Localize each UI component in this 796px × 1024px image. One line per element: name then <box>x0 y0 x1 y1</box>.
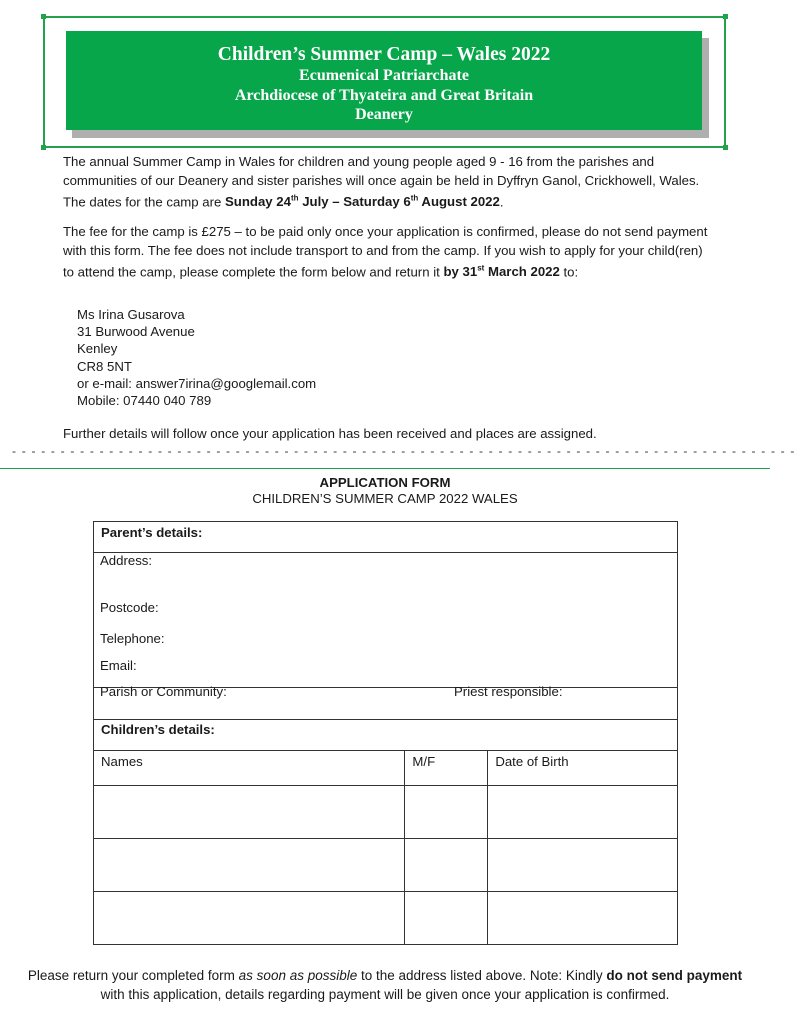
children-details-label: Children’s details: <box>101 722 215 737</box>
parent-contact-cell[interactable] <box>94 553 678 688</box>
parent-details-header <box>94 522 678 553</box>
date-end: July – Saturday 6 <box>298 194 411 210</box>
parish-label: Parish or Community: <box>100 684 227 699</box>
banner-subtitle-3: Deanery <box>355 106 413 123</box>
intro-paragraph-1 <box>63 153 713 212</box>
fee-text: The fee for the camp is £275 – to be paid only once your application is confirmed, please do not send payment with this form. The fee does not include transport to and from the camp. If you wish to apply for your child(ren) to attend the camp, please complete the form below and return it <box>63 224 708 280</box>
ordinal-suffix: th <box>410 194 419 203</box>
child-name-cell[interactable] <box>94 839 405 892</box>
address-postcode: CR8 5NT <box>77 358 132 374</box>
frame-corner-dot <box>41 145 46 150</box>
child-dob-cell[interactable] <box>488 839 678 892</box>
footer-warning: do not send payment <box>606 968 743 983</box>
parent-details-label: Parent’s details: <box>101 525 203 540</box>
frame-corner-dot <box>723 145 728 150</box>
child-mf-cell[interactable] <box>405 786 488 839</box>
postcode-label: Postcode: <box>100 600 159 615</box>
col-dob-label: Date of Birth <box>495 754 569 769</box>
form-subtitle: CHILDREN’S SUMMER CAMP 2022 WALES <box>252 491 518 506</box>
fee-text-end: to: <box>559 264 579 280</box>
date-start: Sunday 24 <box>225 194 291 210</box>
intro-text-end: . <box>499 194 504 210</box>
address-name: Ms Irina Gusarova <box>77 307 185 322</box>
header-banner <box>66 31 702 130</box>
address-mobile: Mobile: 07440 040 789 <box>77 393 212 409</box>
priest-label: Priest responsible: <box>454 684 563 699</box>
cut-line: - - - - - - - - - - - - - - - - - - - - - - - - - - - - - - - - - - - - - - - - - - - - - - - - - - - - - - - - - - - - - - - - - - - - - - - - - - - - - - - - - <box>12 444 796 458</box>
footer-text: to the address listed above. Note: Kindly <box>357 968 607 983</box>
deadline <box>443 264 559 279</box>
footer-text: Please return your completed form <box>27 968 239 983</box>
telephone-label: Telephone: <box>100 631 165 646</box>
child-name-cell[interactable] <box>94 892 405 945</box>
col-header-dob <box>488 751 678 786</box>
further-details: Further details will follow once your application has been received and places are assigned. <box>63 426 597 441</box>
application-form-table <box>93 521 678 945</box>
email-label: Email: <box>100 658 137 673</box>
address-street: 31 Burwood Avenue <box>77 324 195 340</box>
child-name-cell[interactable] <box>94 786 405 839</box>
frame-corner-dot <box>723 14 728 19</box>
col-header-names <box>94 751 405 786</box>
intro-text: The annual Summer Camp in Wales for children and young people aged 9 - 16 from the parishes and communities of our Deanery and sister parishes will once again be held in Dyffryn Ganol, Crickhowell, Wales. The dates for the camp are <box>63 154 700 210</box>
child-mf-cell[interactable] <box>405 839 488 892</box>
date-end-month: August 2022 <box>418 194 500 210</box>
child-mf-cell[interactable] <box>405 892 488 945</box>
page-title: Children’s Summer Camp – Wales 2022 <box>217 44 551 65</box>
deadline-month: March 2022 <box>484 264 560 280</box>
col-mf-label: M/F <box>412 754 436 769</box>
address-email: or e-mail: answer7irina@googlemail.com <box>77 375 317 391</box>
address-town: Kenley <box>77 341 118 357</box>
children-details-header <box>94 720 678 751</box>
divider <box>0 468 770 469</box>
footer-note <box>20 966 750 1004</box>
banner-subtitle-2: Archdiocese of Thyateira and Great Britain <box>234 86 534 104</box>
child-dob-cell[interactable] <box>488 892 678 945</box>
banner-subtitle-1: Ecumenical Patriarchate <box>299 67 469 84</box>
return-address <box>77 306 316 409</box>
child-dob-cell[interactable] <box>488 786 678 839</box>
col-header-mf <box>405 751 488 786</box>
ordinal-suffix: st <box>477 264 485 273</box>
address-label: Address: <box>100 553 153 568</box>
deadline-day: by 31 <box>443 264 478 280</box>
intro-paragraph-2 <box>63 223 713 282</box>
footer-text: with this application, details regarding payment will be given once your application is confirmed. <box>100 987 670 1002</box>
frame-corner-dot <box>41 14 46 19</box>
ordinal-suffix: th <box>290 194 299 203</box>
col-names-label: Names <box>101 754 143 769</box>
footer-emphasis: as soon as possible <box>238 968 358 983</box>
camp-dates <box>225 194 500 209</box>
form-title: APPLICATION FORM <box>319 475 451 490</box>
